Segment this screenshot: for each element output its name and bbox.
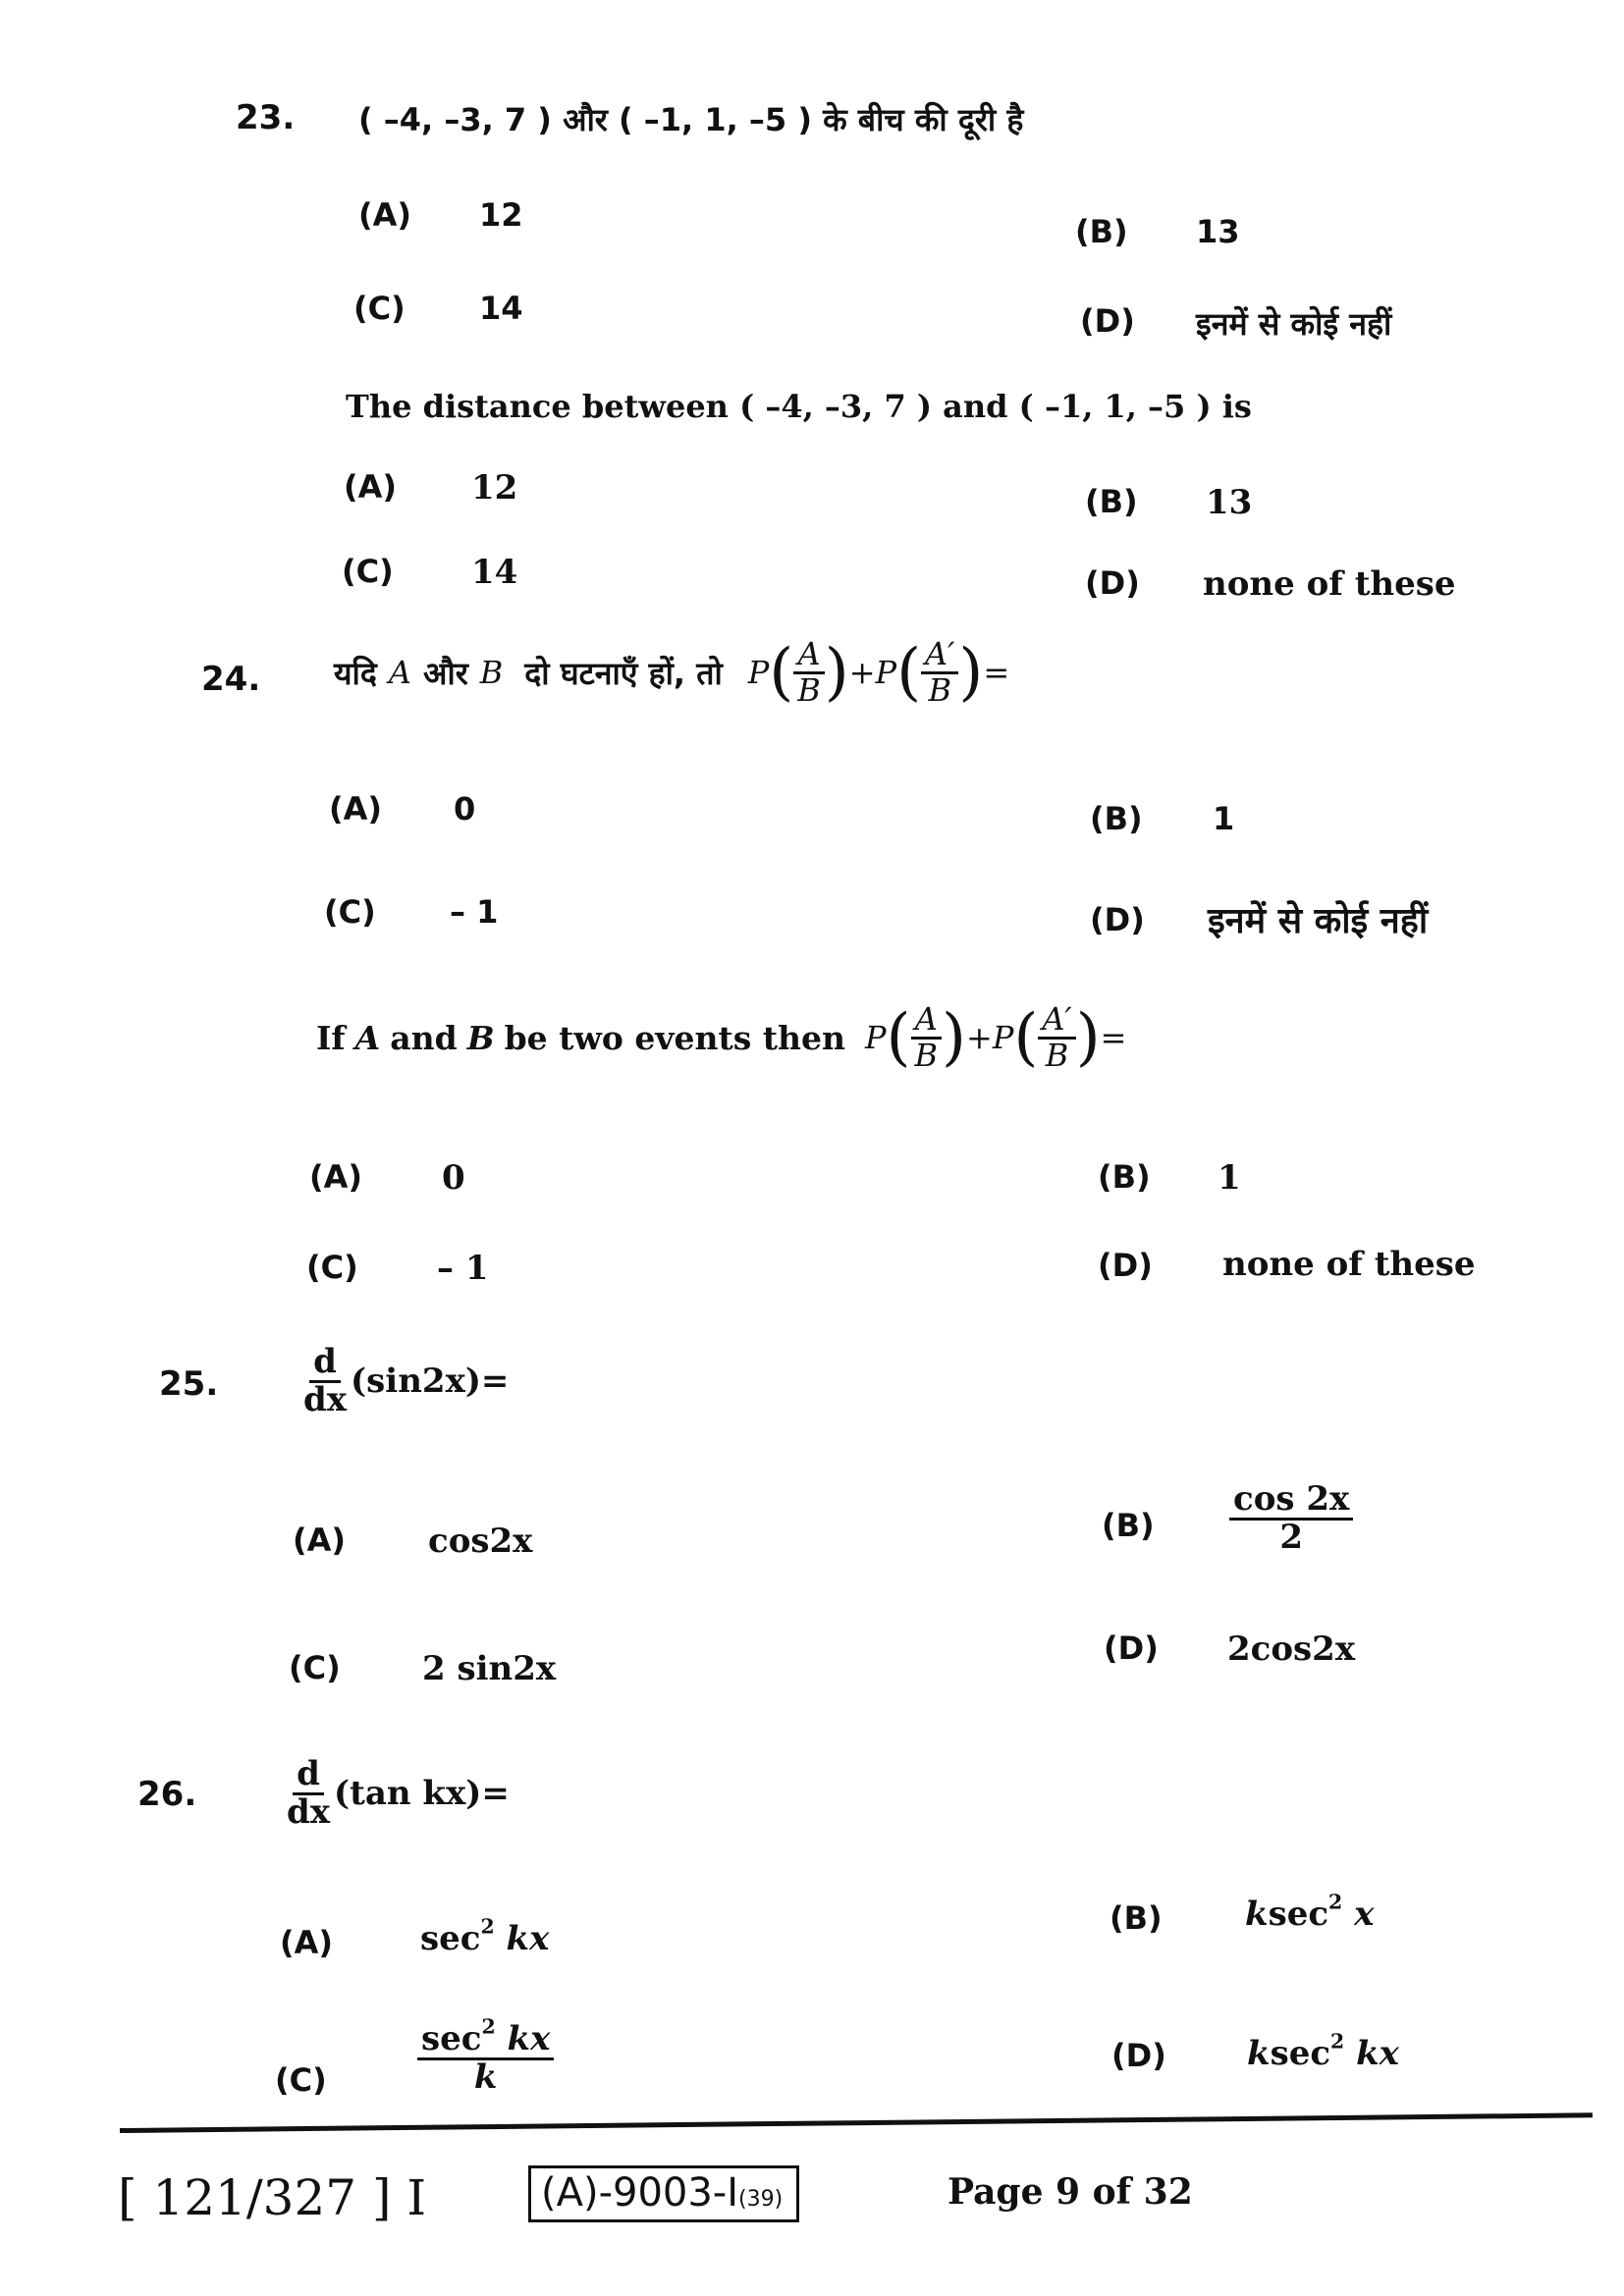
q26-b-exp: 2 — [1328, 1890, 1343, 1914]
footer-set-code: (A)-9003-I — [541, 2170, 739, 2216]
q24-en-prefix: If — [316, 1018, 346, 1057]
q24-hi-prefix: यदि — [334, 654, 377, 692]
q26-option-c-label: (C) — [275, 2061, 327, 2099]
q26-derivative-operator — [283, 1754, 334, 1832]
q24-hi-den2: B — [928, 670, 951, 709]
q25-d-den: dx — [303, 1379, 348, 1419]
q26-d-arg: kx — [1356, 2034, 1399, 2073]
q23-en-option-b-value: 13 — [1206, 483, 1253, 522]
q24-en-option-c-value: – 1 — [437, 1249, 489, 1288]
q23-hi-option-d-label: (D) — [1080, 302, 1135, 340]
q26-c-arg: kx — [507, 2019, 551, 2058]
q25-option-b-value — [1229, 1479, 1353, 1557]
q25-derivative-operator — [299, 1342, 351, 1419]
q25-d-num: d — [309, 1345, 341, 1383]
q23-hi-option-d-value: इनमें से कोई नहीं — [1196, 305, 1392, 343]
q24-en-option-c-label: (C) — [306, 1249, 358, 1286]
q24-en-var-b: B — [466, 1018, 495, 1057]
footer-page-number: Page 9 of 32 — [947, 2171, 1193, 2213]
q24-hi-p1: P — [747, 654, 770, 692]
q26-d-den: dx — [287, 1791, 331, 1832]
q24-hi-option-a-value: 0 — [454, 790, 476, 828]
q23-en-option-d-label: (D) — [1085, 564, 1140, 602]
q23-hi-option-c-label: (C) — [353, 290, 406, 327]
q26-c-exp: 2 — [481, 2014, 496, 2039]
q25-option-a-value: cos2x — [428, 1522, 533, 1561]
q26-option-b-label: (B) — [1110, 1899, 1163, 1937]
q24-hi-option-b-label: (B) — [1090, 800, 1143, 837]
q26-a-arg: kx — [506, 1919, 550, 1958]
q25-option-a-label: (A) — [293, 1522, 347, 1559]
q26-c-den: k — [473, 2056, 498, 2097]
q24-hi-plus: + — [848, 654, 876, 692]
q25-b-numerator: cos 2x — [1229, 1482, 1353, 1521]
q26-option-a-label: (A) — [280, 1924, 334, 1961]
q24-en-option-d-value: none of these — [1222, 1245, 1476, 1284]
q24-hi-den1: B — [797, 670, 821, 709]
q24-hi-option-c-value: – 1 — [450, 893, 499, 931]
q24-hi-eq: = — [983, 654, 1010, 692]
q24-hi-var-b: B — [479, 654, 504, 692]
q24-en-option-a-label: (A) — [309, 1158, 363, 1196]
q24-hi-var-a: A — [388, 654, 411, 692]
q23-en-option-a-label: (A) — [344, 468, 398, 506]
question-24-stem-hindi — [334, 635, 1010, 710]
q23-en-option-c-label: (C) — [342, 553, 394, 590]
footer-divider — [120, 2112, 1593, 2133]
question-number-26: 26. — [137, 1775, 197, 1814]
q26-b-coef: k — [1245, 1895, 1269, 1934]
question-number-23: 23. — [236, 98, 296, 137]
question-25-stem — [299, 1342, 510, 1419]
question-24-stem-english — [316, 1000, 1127, 1075]
footer-set-code-box — [528, 2165, 799, 2222]
q24-hi-conj: और — [422, 654, 468, 692]
q23-hi-option-a-value: 12 — [479, 196, 523, 234]
q24-en-den2: B — [1045, 1036, 1069, 1074]
q23-en-option-a-value: 12 — [471, 468, 518, 507]
q24-en-p1: P — [865, 1019, 887, 1057]
question-23-stem-english: The distance between ( –4, –3, 7 ) and ( –1, 1, –5 ) is — [346, 388, 1252, 425]
q26-a-base: sec — [420, 1919, 481, 1958]
q24-hi-option-b-value: 1 — [1213, 800, 1235, 837]
question-26-stem — [283, 1754, 510, 1832]
q24-hi-option-c-label: (C) — [324, 893, 376, 931]
q26-option-d-label: (D) — [1111, 2037, 1166, 2074]
q25-option-c-value: 2 sin2x — [422, 1649, 557, 1688]
q24-en-option-d-label: (D) — [1098, 1247, 1153, 1284]
q26-d-base: sec — [1270, 2034, 1331, 2073]
q24-en-eq: = — [1100, 1019, 1127, 1057]
q24-hi-num2: A′ — [921, 638, 958, 674]
q26-d-coef: k — [1247, 2034, 1271, 2073]
q24-hi-num1: A — [793, 638, 824, 674]
q23-hi-option-b-value: 13 — [1196, 213, 1240, 250]
q24-hi-expression: P ( $\frac{A}{B}$ ) + P ( $\frac{A'}{B}$ ) = — [747, 635, 1010, 710]
q26-function: (tan kx)= — [334, 1774, 510, 1814]
q24-en-conj: and — [390, 1018, 458, 1057]
q24-en-option-b-label: (B) — [1098, 1158, 1151, 1196]
q26-option-b-value — [1245, 1890, 1375, 1934]
q24-en-den1: B — [914, 1036, 939, 1074]
q24-en-expression: P ( $\frac{A}{B}$ ) + P ( $\frac{A'}{B}$ ) = — [865, 1000, 1127, 1075]
q26-option-a-value — [420, 1914, 550, 1958]
footer-set-code-suffix: (39) — [738, 2187, 784, 2212]
q23-hi-option-a-label: (A) — [358, 196, 412, 234]
q25-option-d-value: 2cos2x — [1227, 1629, 1356, 1669]
q24-en-var-a: A — [354, 1018, 381, 1057]
q24-en-num1: A — [911, 1003, 942, 1040]
q26-option-c-value — [417, 2014, 554, 2097]
q23-hi-option-b-label: (B) — [1075, 213, 1128, 250]
q26-c-base: sec — [421, 2019, 482, 2058]
q24-en-num2: A′ — [1038, 1003, 1075, 1040]
q26-option-d-value — [1247, 2029, 1399, 2073]
question-number-25: 25. — [159, 1364, 219, 1404]
q25-option-c-label: (C) — [289, 1649, 341, 1686]
q24-hi-option-a-label: (A) — [329, 790, 383, 828]
q24-hi-option-d-label: (D) — [1090, 901, 1145, 938]
q23-hi-option-c-value: 14 — [479, 290, 523, 327]
q26-d-exp: 2 — [1330, 2029, 1345, 2054]
q23-en-option-b-label: (B) — [1085, 483, 1138, 520]
q25-option-b-label: (B) — [1102, 1507, 1155, 1544]
q24-en-option-b-value: 1 — [1218, 1158, 1241, 1198]
q24-en-option-a-value: 0 — [442, 1158, 465, 1198]
footer-paper-code: [ 121/327 ] I — [118, 2169, 427, 2226]
q26-a-exp: 2 — [480, 1914, 495, 1939]
q26-b-base: sec — [1268, 1895, 1329, 1934]
q25-option-d-label: (D) — [1104, 1629, 1159, 1667]
q24-hi-p2: P — [875, 654, 897, 692]
question-number-24: 24. — [201, 660, 261, 699]
question-23-stem-hindi: ( –4, –3, 7 ) और ( –1, 1, –5 ) के बीच की दूरी है — [358, 101, 1024, 138]
q24-en-p2: P — [992, 1019, 1014, 1057]
q24-en-plus: + — [966, 1019, 993, 1057]
q24-en-suffix: be two events then — [504, 1018, 846, 1057]
q24-hi-suffix: दो घटनाएँ हों, तो — [524, 654, 723, 692]
q23-en-option-d-value: none of these — [1203, 564, 1456, 604]
q25-b-denominator: 2 — [1279, 1517, 1303, 1557]
q26-b-arg: x — [1354, 1895, 1375, 1934]
q26-d-num: d — [293, 1757, 324, 1795]
q25-function: (sin2x)= — [351, 1362, 510, 1402]
q24-hi-option-d-value: इनमें से कोई नहीं — [1208, 901, 1429, 941]
q23-en-option-c-value: 14 — [471, 553, 518, 592]
